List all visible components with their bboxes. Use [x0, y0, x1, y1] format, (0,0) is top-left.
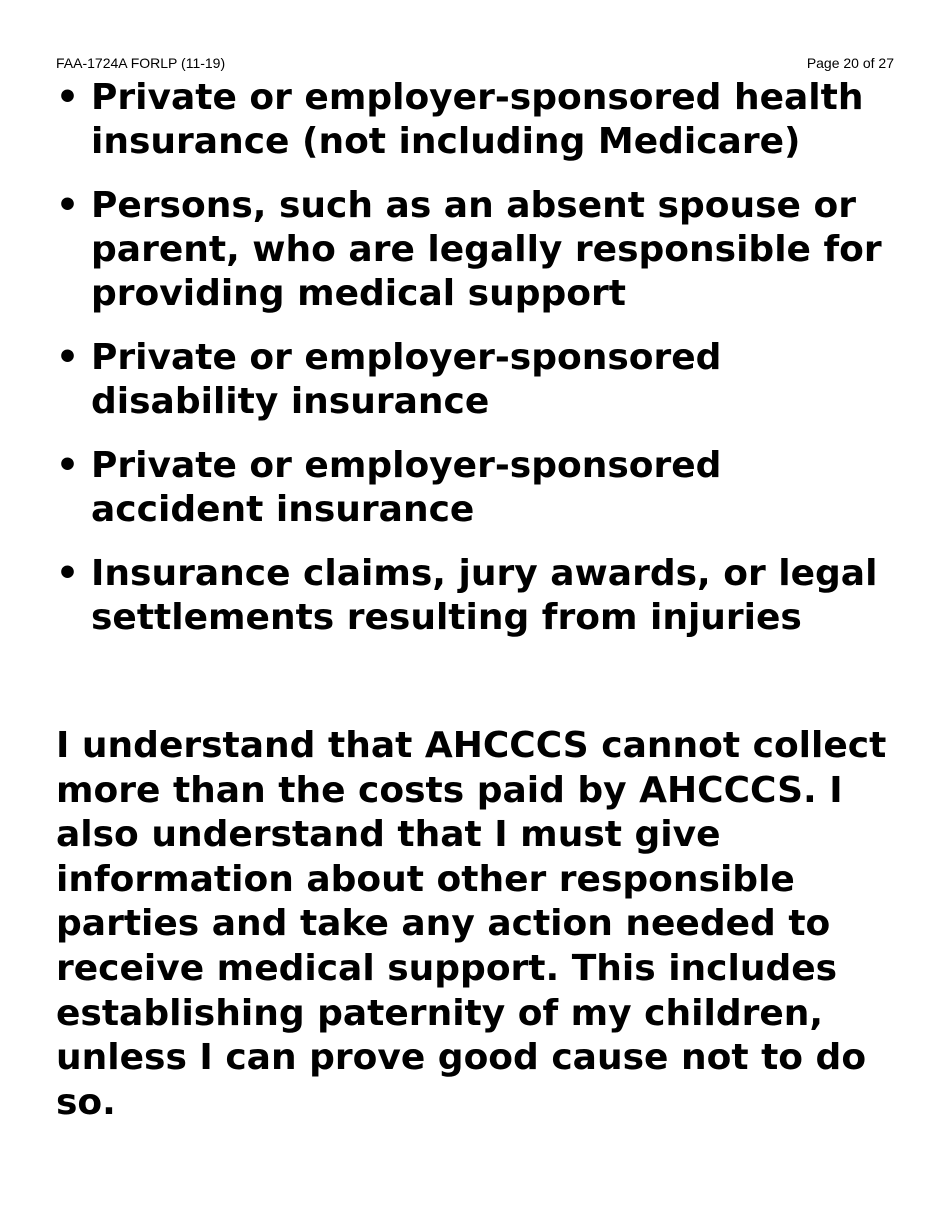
- list-item: [56, 76, 906, 164]
- page-number: Page 20 of 27: [806, 55, 894, 71]
- list-item-text: Private or employer-sponsored health insurance (not including Medicare): [91, 77, 864, 162]
- list-item: [56, 444, 906, 532]
- list-item: [56, 336, 906, 424]
- coverage-sources-list: [56, 76, 906, 660]
- bullet-icon: •: [56, 445, 80, 486]
- list-item: [56, 184, 906, 316]
- page-header: [56, 53, 894, 73]
- acknowledgement-paragraph: I understand that AHCCCS cannot collect more than the costs paid by AHCCCS. I also understand that I must give information about other responsible parties and take any action needed to receive medical support. This includes establishing paternity of my children, unless I can prove good cause not to do so.: [56, 725, 887, 1123]
- list-item: [56, 552, 906, 640]
- form-id: FAA-1724A FORLP (11-19): [56, 55, 226, 71]
- bullet-icon: •: [56, 77, 80, 118]
- list-item-text: Persons, such as an absent spouse or parent, who are legally responsible for providing medical support: [91, 185, 882, 314]
- list-item-text: Private or employer-sponsored accident insurance: [91, 445, 722, 530]
- list-item-text: Private or employer-sponsored disability insurance: [91, 337, 722, 422]
- bullet-icon: •: [56, 185, 80, 226]
- bullet-icon: •: [56, 337, 80, 378]
- list-item-text: Insurance claims, jury awards, or legal settlements resulting from injuries: [91, 553, 878, 638]
- bullet-icon: •: [56, 553, 80, 594]
